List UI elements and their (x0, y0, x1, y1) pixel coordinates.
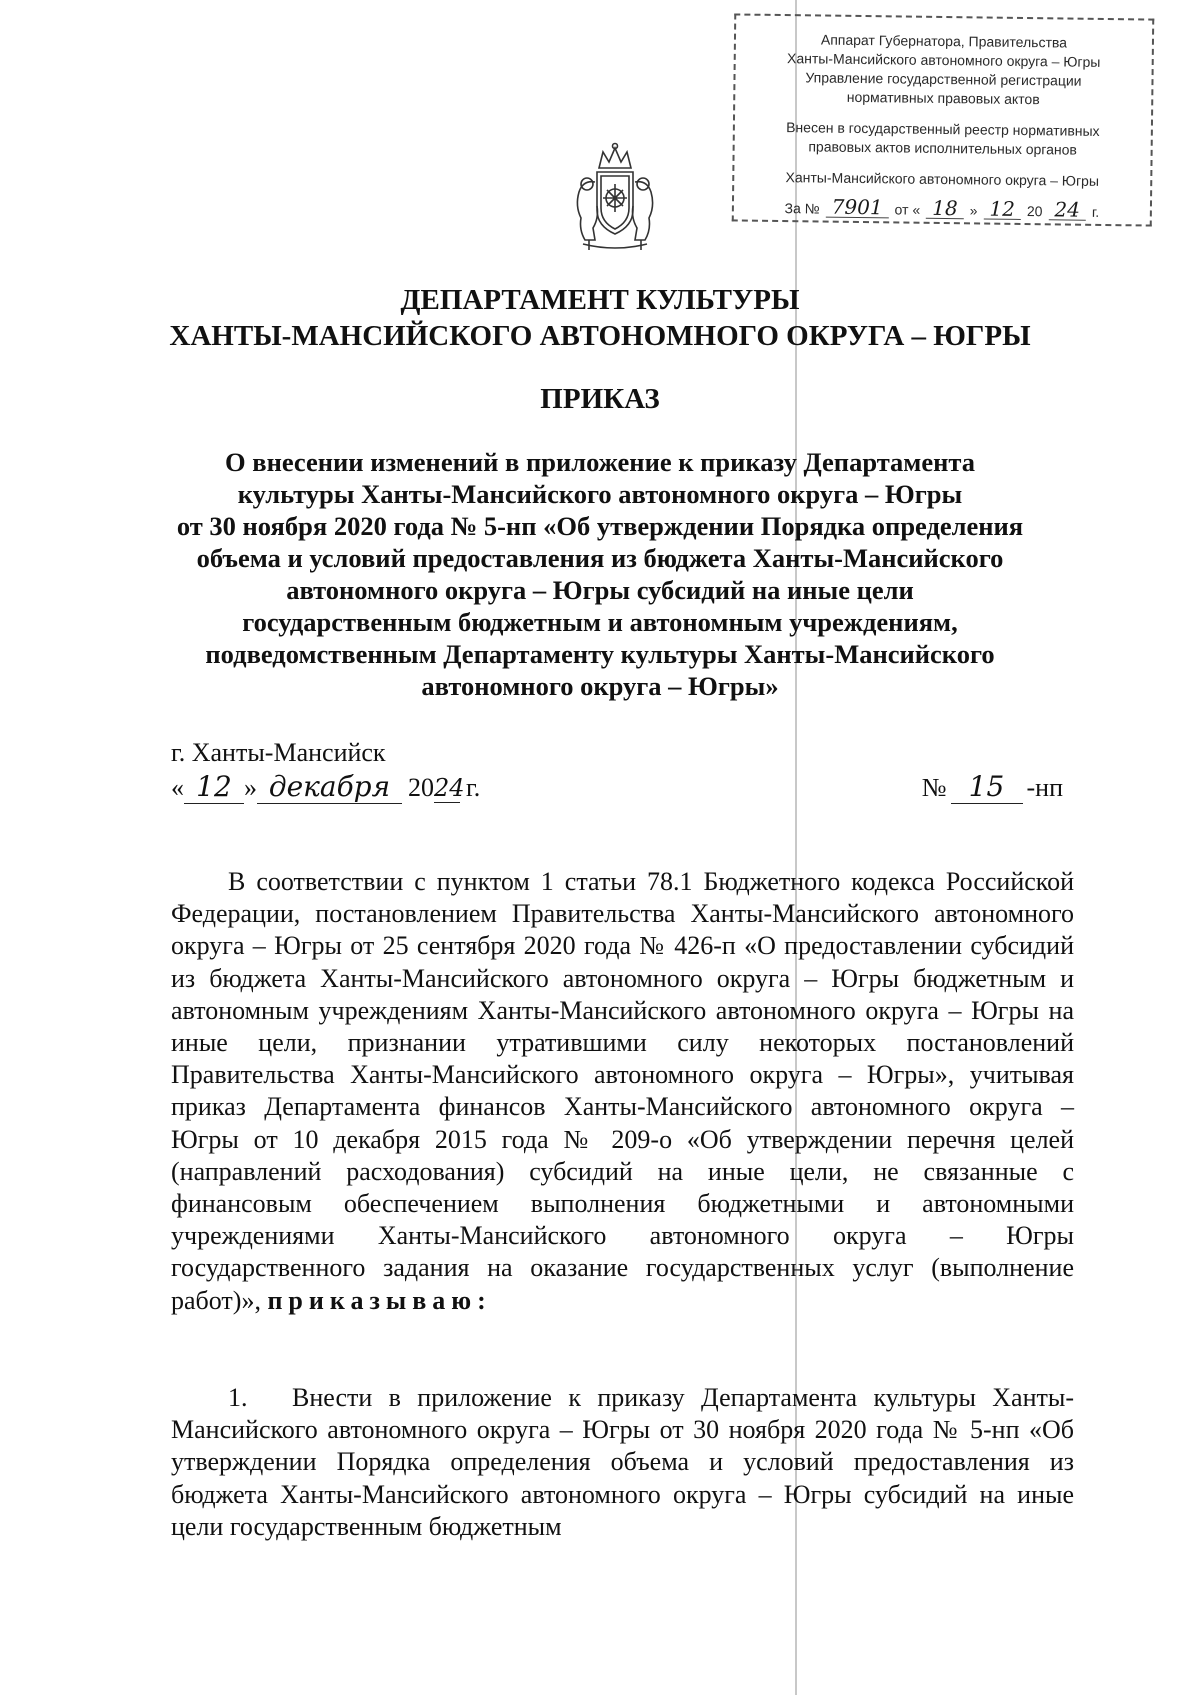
date-open-quote: « (171, 773, 184, 802)
document-date (171, 770, 480, 804)
stamp-registration-row (734, 196, 1150, 222)
stamp-reg-prefix: За № (784, 200, 820, 217)
number-suffix: -нп (1026, 773, 1063, 802)
document-number (922, 770, 1063, 804)
stamp-line: Ханты-Мансийского автономного округа – Югры (786, 50, 1101, 70)
date-month: декабря (257, 770, 402, 804)
date-year-prefix: 20 (408, 773, 434, 802)
stamp-line: Аппарат Губернатора, Правительства (820, 31, 1068, 51)
department-line2: ХАНТЫ-МАНСИЙСКОГО АВТОНОМНОГО ОКРУГА – ЮГРЫ (169, 320, 1031, 352)
city-label: г. Ханты-Мансийск (171, 738, 386, 767)
stamp-reg-from: от « (894, 201, 921, 218)
subject-line: культуры Ханты-Мансийского автономного округа – Югры (237, 479, 963, 509)
subject-line: объема и условий предоставления из бюджета Ханты-Мансийского (196, 543, 1004, 573)
preamble-paragraph (171, 866, 1074, 1317)
stamp-line: Внесен в государственный реестр нормативных (786, 119, 1100, 139)
stamp-line: Управление государственной регистрации (805, 69, 1082, 89)
stamp-line: Ханты-Мансийского автономного округа – Югры (785, 169, 1100, 189)
stamp-reg-year: 24 (1048, 200, 1086, 220)
stamp-reg-suffix: г. (1091, 203, 1100, 220)
coat-of-arms-icon (565, 140, 665, 255)
date-close-quote: » (244, 773, 257, 802)
stamp-reg-close: » (969, 202, 978, 219)
subject-line: от 30 ноября 2020 года № 5-нп «Об утверждении Порядка определения (176, 511, 1024, 541)
number-prefix: № (921, 773, 947, 802)
stamp-reg-day: 18 (926, 199, 964, 219)
subject-line: государственным бюджетным и автономным учреждениям, (242, 607, 958, 637)
document-type-title: ПРИКАЗ (540, 383, 660, 415)
subject-line: О внесении изменений в приложение к приказу Департамента (225, 447, 975, 477)
department-header (0, 282, 1200, 354)
date-year: 24 (434, 774, 465, 802)
subject-line: автономного округа – Югры» (421, 671, 779, 701)
stamp-reg-number: 7901 (826, 198, 889, 219)
item-1-paragraph (171, 1382, 1074, 1543)
order-keyword: приказываю: (267, 1285, 492, 1315)
stamp-line: нормативных правовых актов (846, 88, 1040, 108)
department-line1: ДЕПАРТАМЕНТ КУЛЬТУРЫ (400, 284, 800, 316)
subject-line: автономного округа – Югры субсидий на иные цели (286, 575, 914, 605)
stamp-reg-month: 12 (983, 200, 1021, 220)
stamp-reg-year-prefix: 20 (1026, 203, 1043, 220)
document-subject (0, 446, 1200, 702)
stamp-line: правовых актов исполнительных органов (808, 138, 1077, 158)
subject-line: подведомственным Департаменту культуры Ханты-Мансийского (205, 639, 995, 669)
date-suffix: г. (466, 773, 481, 802)
preamble-text: В соответствии с пунктом 1 статьи 78.1 Бюджетного кодекса Российской Федерации, постановлением Правительства Ханты-Мансийского автономного округа – Югры от 25 сентября 2020 года № 426-п «О предоставлении субсидий из бюджета Ханты-Мансийского автономного округа – Югры бюджетным и автономным учреждениям Ханты-Мансийского автономного округа – Югры на иные цели, признании утратившими силу некоторых постановлений Правительства Ханты-Мансийского автономного округа – Югры», учитывая приказ Департамента финансов Ханты-Мансийского автономного округа – Югры от 10 декабря 2015 года № 209-о «Об утверждении перечня целей (направлений расходования) субсидий на иные цели, не связанные с финансовым обеспечением выполнения бюджетными и автономными учреждениями Ханты-Мансийского автономного округа – Югры государственного задания на оказание государственных услуг (выполнение работ)», (171, 867, 1074, 1315)
item-1-number: 1. (228, 1383, 248, 1412)
item-1-text: Внести в приложение к приказу Департамента культуры Ханты-Мансийского автономного округа – Югры от 30 ноября 2020 года № 5-нп «Об утверждении Порядка определения объема и условий предоставления из бюджета Ханты-Мансийского автономного округа – Югры субсидий на иные цели государственным бюджетным (171, 1383, 1074, 1541)
date-day: 12 (184, 770, 244, 804)
number-value: 15 (951, 770, 1023, 804)
registration-stamp (732, 13, 1155, 226)
